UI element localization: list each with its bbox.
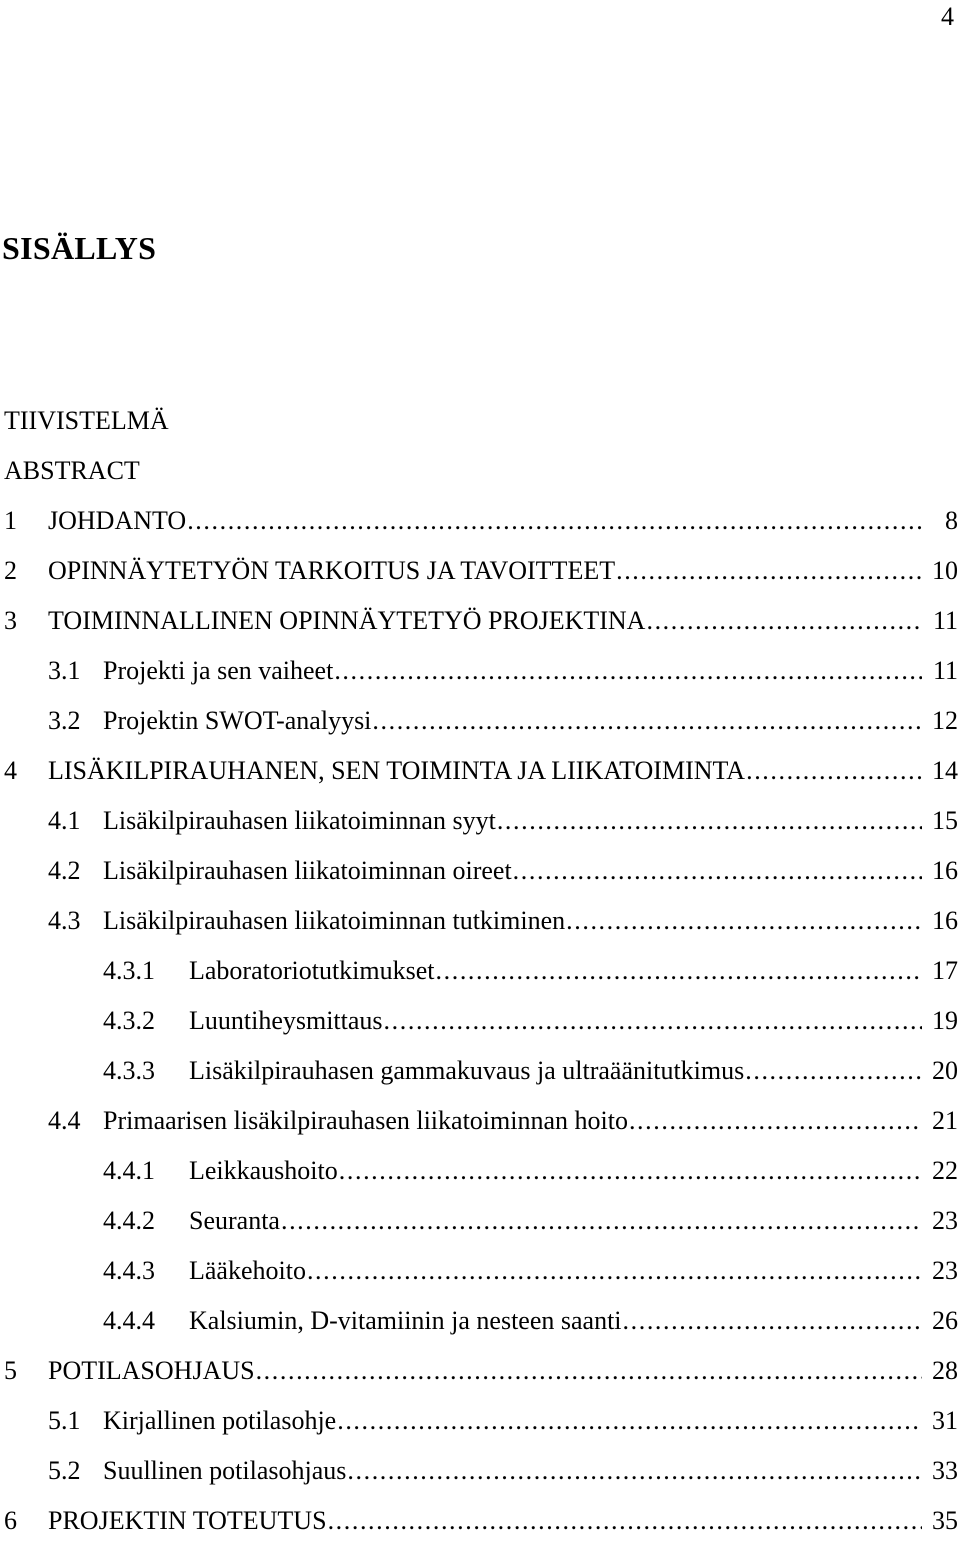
toc-entry-page: 11 <box>932 656 958 685</box>
toc-entry-page: 22 <box>932 1156 958 1185</box>
toc-entry-number: 5.2 <box>48 1456 81 1485</box>
dot-leader <box>646 600 922 642</box>
dot-leader <box>629 1100 922 1142</box>
toc-entry-number: 4.4.1 <box>103 1156 155 1185</box>
toc-entry[interactable] <box>4 700 958 750</box>
toc-entry[interactable] <box>4 1450 958 1500</box>
toc-entry-page: 23 <box>932 1256 958 1285</box>
toc-entry-number: 4.3.3 <box>103 1056 155 1085</box>
dot-leader <box>384 1000 922 1042</box>
toc-entry-page: 26 <box>932 1306 958 1335</box>
toc-entry-title: TIIVISTELMÄ <box>4 406 169 435</box>
toc-entry[interactable] <box>4 1300 958 1350</box>
dot-leader <box>334 650 922 692</box>
toc-entry[interactable] <box>4 1350 958 1400</box>
toc-entry-page: 8 <box>945 506 958 535</box>
toc-entry-page: 33 <box>932 1456 958 1485</box>
toc-entry-title: Lisäkilpirauhasen liikatoiminnan tutkiminen <box>103 906 566 935</box>
toc-entry[interactable] <box>4 800 958 850</box>
toc-entry-number: 1 <box>4 506 17 535</box>
toc-entry-title: Luuntiheysmittaus <box>189 1006 383 1035</box>
toc-entry[interactable] <box>4 1100 958 1150</box>
toc-entry-number: 4.3.1 <box>103 956 155 985</box>
toc-entry-page: 11 <box>932 606 958 635</box>
toc-entry-number: 4.4.4 <box>103 1306 155 1335</box>
toc-entry[interactable] <box>4 500 958 550</box>
dot-leader <box>328 1500 922 1542</box>
dot-leader <box>623 1300 922 1342</box>
dot-leader <box>497 800 922 842</box>
toc-entry[interactable] <box>4 650 958 700</box>
toc-entries <box>4 500 958 1550</box>
toc-entry-page: 35 <box>932 1506 958 1535</box>
toc-entry-number: 4.2 <box>48 856 81 885</box>
toc-entry[interactable] <box>4 1150 958 1200</box>
toc-entry-title: LISÄKILPIRAUHANEN, SEN TOIMINTA JA LIIKATOIMINTA <box>48 756 746 785</box>
toc-entry-page: 20 <box>932 1056 958 1085</box>
toc-entry-number: 2 <box>4 556 17 585</box>
toc-entry-page: 23 <box>932 1206 958 1235</box>
toc-entry-page: 28 <box>932 1356 958 1385</box>
toc-entry-page: 10 <box>932 556 958 585</box>
toc-entry-number: 6 <box>4 1506 17 1535</box>
toc-entry-title: PROJEKTIN TOTEUTUS <box>48 1506 327 1535</box>
dot-leader <box>347 1450 922 1492</box>
toc-entry-title: ABSTRACT <box>4 456 140 485</box>
toc-entry-number: 3.1 <box>48 656 81 685</box>
toc-entry-title: Projektin SWOT-analyysi <box>103 706 372 735</box>
toc-entry-title: Kirjallinen potilasohje <box>103 1406 337 1435</box>
toc-entry[interactable] <box>4 950 958 1000</box>
toc-entry[interactable] <box>4 900 958 950</box>
toc-entry-page: 17 <box>932 956 958 985</box>
toc-entry-title: JOHDANTO <box>48 506 187 535</box>
dot-leader <box>372 700 922 742</box>
table-of-contents <box>4 400 958 1550</box>
dot-leader <box>256 1350 922 1392</box>
dot-leader <box>307 1250 922 1292</box>
toc-entry[interactable] <box>4 1000 958 1050</box>
toc-entry-number: 5 <box>4 1356 17 1385</box>
toc-entry[interactable] <box>4 1500 958 1550</box>
toc-entry-title: POTILASOHJAUS <box>48 1356 255 1385</box>
toc-entry-page: 21 <box>932 1106 958 1135</box>
toc-entry[interactable] <box>4 600 958 650</box>
toc-entry-number: 4.4.3 <box>103 1256 155 1285</box>
toc-entry[interactable] <box>4 1400 958 1450</box>
toc-entry-page: 14 <box>932 756 958 785</box>
toc-entry[interactable] <box>4 850 958 900</box>
toc-entry-page: 31 <box>932 1406 958 1435</box>
toc-entry-number: 4.3.2 <box>103 1006 155 1035</box>
toc-entry-title: Leikkaushoito <box>189 1156 338 1185</box>
toc-front-matter-abstract[interactable] <box>4 450 958 500</box>
dot-leader <box>513 850 922 892</box>
toc-entry-title: Kalsiumin, D-vitamiinin ja nesteen saanti <box>189 1306 622 1335</box>
toc-entry[interactable] <box>4 1200 958 1250</box>
toc-entry-number: 5.1 <box>48 1406 81 1435</box>
dot-leader <box>746 750 922 792</box>
toc-entry-number: 3 <box>4 606 17 635</box>
dot-leader <box>339 1150 922 1192</box>
dot-leader <box>745 1050 922 1092</box>
toc-entry-number: 4.1 <box>48 806 81 835</box>
toc-entry[interactable] <box>4 1050 958 1100</box>
toc-entry-title: Lääkehoito <box>189 1256 306 1285</box>
toc-entry-number: 4.4.2 <box>103 1206 155 1235</box>
toc-entry-title: Lisäkilpirauhasen liikatoiminnan syyt <box>103 806 496 835</box>
dot-leader <box>616 550 922 592</box>
toc-entry-title: Laboratoriotutkimukset <box>189 956 435 985</box>
toc-front-matter-tiivistelma[interactable] <box>4 400 958 450</box>
toc-entry[interactable] <box>4 550 958 600</box>
dot-leader <box>436 950 922 992</box>
toc-entry-number: 4 <box>4 756 17 785</box>
toc-entry-title: Lisäkilpirauhasen gammakuvaus ja ultraäänitutkimus <box>189 1056 745 1085</box>
toc-entry-title: Suullinen potilasohjaus <box>103 1456 347 1485</box>
dot-leader <box>566 900 922 942</box>
toc-entry-title: TOIMINNALLINEN OPINNÄYTETYÖ PROJEKTINA <box>48 606 646 635</box>
toc-entry-title: Projekti ja sen vaiheet <box>103 656 334 685</box>
toc-entry-number: 3.2 <box>48 706 81 735</box>
toc-entry-number: 4.3 <box>48 906 81 935</box>
dot-leader <box>337 1400 922 1442</box>
toc-entry[interactable] <box>4 1250 958 1300</box>
page-number: 4 <box>941 2 954 31</box>
toc-entry[interactable] <box>4 750 958 800</box>
toc-entry-page: 16 <box>932 906 958 935</box>
page-title: SISÄLLYS <box>2 230 157 266</box>
toc-entry-title: OPINNÄYTETYÖN TARKOITUS JA TAVOITTEET <box>48 556 616 585</box>
dot-leader <box>187 500 922 542</box>
toc-entry-page: 16 <box>932 856 958 885</box>
dot-leader <box>281 1200 922 1242</box>
toc-entry-title: Primaarisen lisäkilpirauhasen liikatoiminnan hoito <box>103 1106 628 1135</box>
toc-entry-title: Seuranta <box>189 1206 280 1235</box>
toc-entry-page: 19 <box>932 1006 958 1035</box>
toc-entry-title: Lisäkilpirauhasen liikatoiminnan oireet <box>103 856 512 885</box>
toc-entry-page: 12 <box>932 706 958 735</box>
toc-entry-number: 4.4 <box>48 1106 81 1135</box>
toc-entry-page: 15 <box>932 806 958 835</box>
